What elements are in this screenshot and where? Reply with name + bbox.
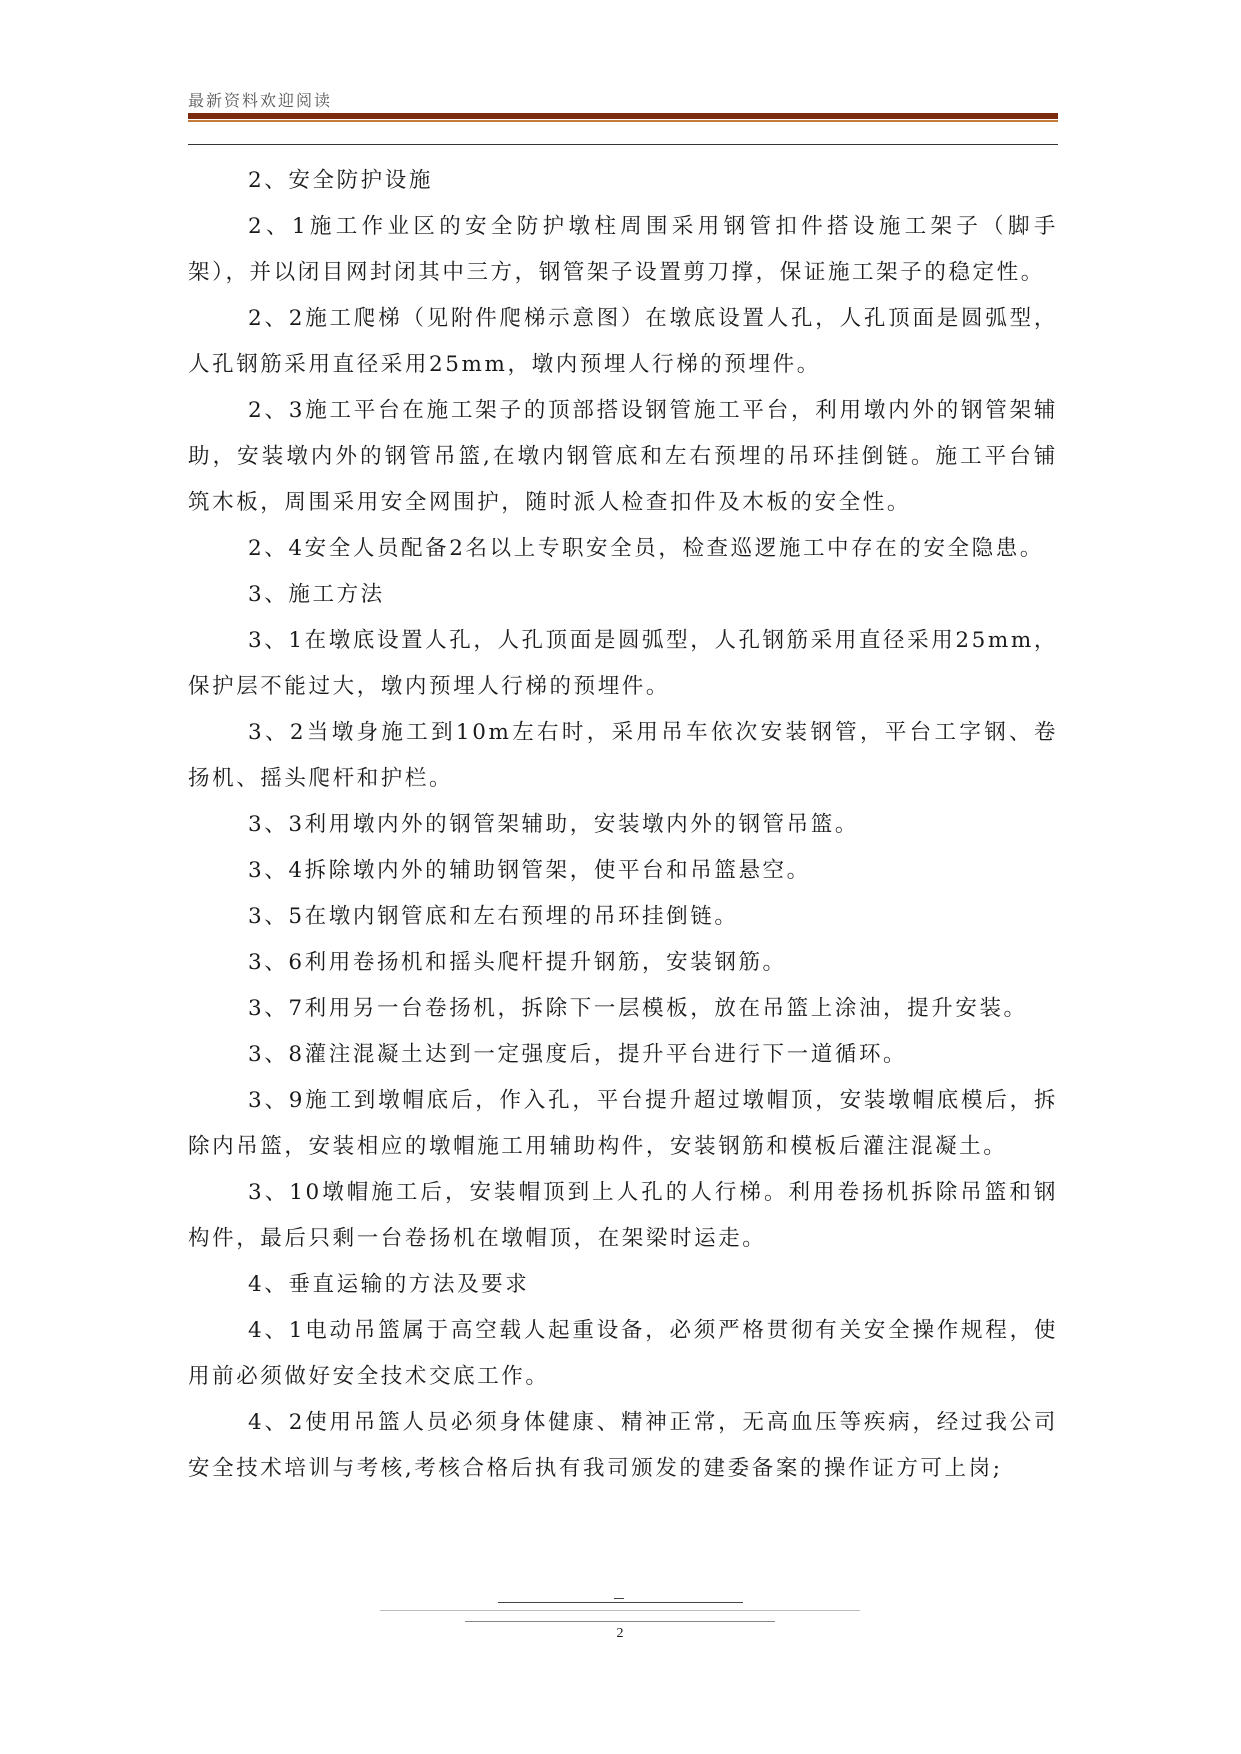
header-rule-thin bbox=[188, 144, 1058, 145]
footer-tick bbox=[614, 1598, 624, 1599]
header-rule-accent bbox=[188, 120, 1058, 122]
footer-rule bbox=[498, 1602, 743, 1603]
paragraph: 3、8灌注混凝土达到一定强度后，提升平台进行下一道循环。 bbox=[248, 1042, 908, 1067]
paragraph: 2、4安全人员配备2名以上专职安全员，检查巡逻施工中存在的安全隐患。 bbox=[248, 536, 1044, 561]
paragraph: 3、9施工到墩帽底后，作入孔，平台提升超过墩帽顶，安装墩帽底模后，拆除内吊篮，安装相应的墩帽施工用辅助构件，安装钢筋和模板后灌注混凝土。 bbox=[188, 1088, 1058, 1159]
paragraph: 3、10墩帽施工后，安装帽顶到上人孔的人行梯。利用卷扬机拆除吊篮和钢构件，最后只剩一台卷扬机在墩帽顶，在架梁时运走。 bbox=[188, 1180, 1058, 1251]
paragraph: 2、1施工作业区的安全防护墩柱周围采用钢管扣件搭设施工架子（脚手架），并以闭目网封闭其中三方，钢管架子设置剪刀撑，保证施工架子的稳定性。 bbox=[188, 214, 1058, 285]
page-header-title: 最新资料欢迎阅读 bbox=[188, 91, 333, 110]
paragraph: 2、2施工爬梯（见附件爬梯示意图）在墩底设置人孔，人孔顶面是圆弧型，人孔钢筋采用直径采用25mm，墩内预埋人行梯的预埋件。 bbox=[188, 306, 1058, 377]
page-number: 2 bbox=[616, 1626, 624, 1641]
paragraph: 3、1在墩底设置人孔，人孔顶面是圆弧型，人孔钢筋采用直径采用25mm，保护层不能过大，墩内预埋人行梯的预埋件。 bbox=[188, 628, 1058, 699]
paragraph: 4、1电动吊篮属于高空载人起重设备，必须严格贯彻有关安全操作规程，使用前必须做好安全技术交底工作。 bbox=[188, 1318, 1058, 1389]
paragraph: 3、7利用另一台卷扬机，拆除下一层模板，放在吊篮上涂油，提升安装。 bbox=[248, 996, 1028, 1021]
paragraph: 3、2当墩身施工到10m左右时，采用吊车依次安装钢管，平台工字钢、卷扬机、摇头爬杆和护栏。 bbox=[188, 720, 1058, 791]
footer-rule-light bbox=[380, 1610, 860, 1611]
document-body bbox=[188, 158, 1058, 1492]
paragraph: 2、3施工平台在施工架子的顶部搭设钢管施工平台，利用墩内外的钢管架辅助，安装墩内外的钢管吊篮,在墩内钢管底和左右预埋的吊环挂倒链。施工平台铺筑木板，周围采用安全网围护，随时派人检查扣件及木板的安全性。 bbox=[188, 398, 1058, 515]
paragraph: 3、施工方法 bbox=[248, 582, 385, 607]
paragraph: 3、6利用卷扬机和摇头爬杆提升钢筋，安装钢筋。 bbox=[248, 950, 787, 975]
paragraph: 4、2使用吊篮人员必须身体健康、精神正常，无高血压等疾病，经过我公司安全技术培训与考核,考核合格后执有我司颁发的建委备案的操作证方可上岗; bbox=[188, 1410, 1058, 1481]
paragraph: 2、安全防护设施 bbox=[248, 168, 433, 193]
paragraph: 3、4拆除墩内外的辅助钢管架，使平台和吊篮悬空。 bbox=[248, 858, 811, 883]
footer-rule-mid bbox=[465, 1621, 775, 1622]
paragraph: 3、5在墩内钢管底和左右预埋的吊环挂倒链。 bbox=[248, 904, 739, 929]
paragraph: 3、3利用墩内外的钢管架辅助，安装墩内外的钢管吊篮。 bbox=[248, 812, 859, 837]
header-rule-thick bbox=[188, 113, 1058, 119]
paragraph: 4、垂直运输的方法及要求 bbox=[248, 1272, 530, 1297]
